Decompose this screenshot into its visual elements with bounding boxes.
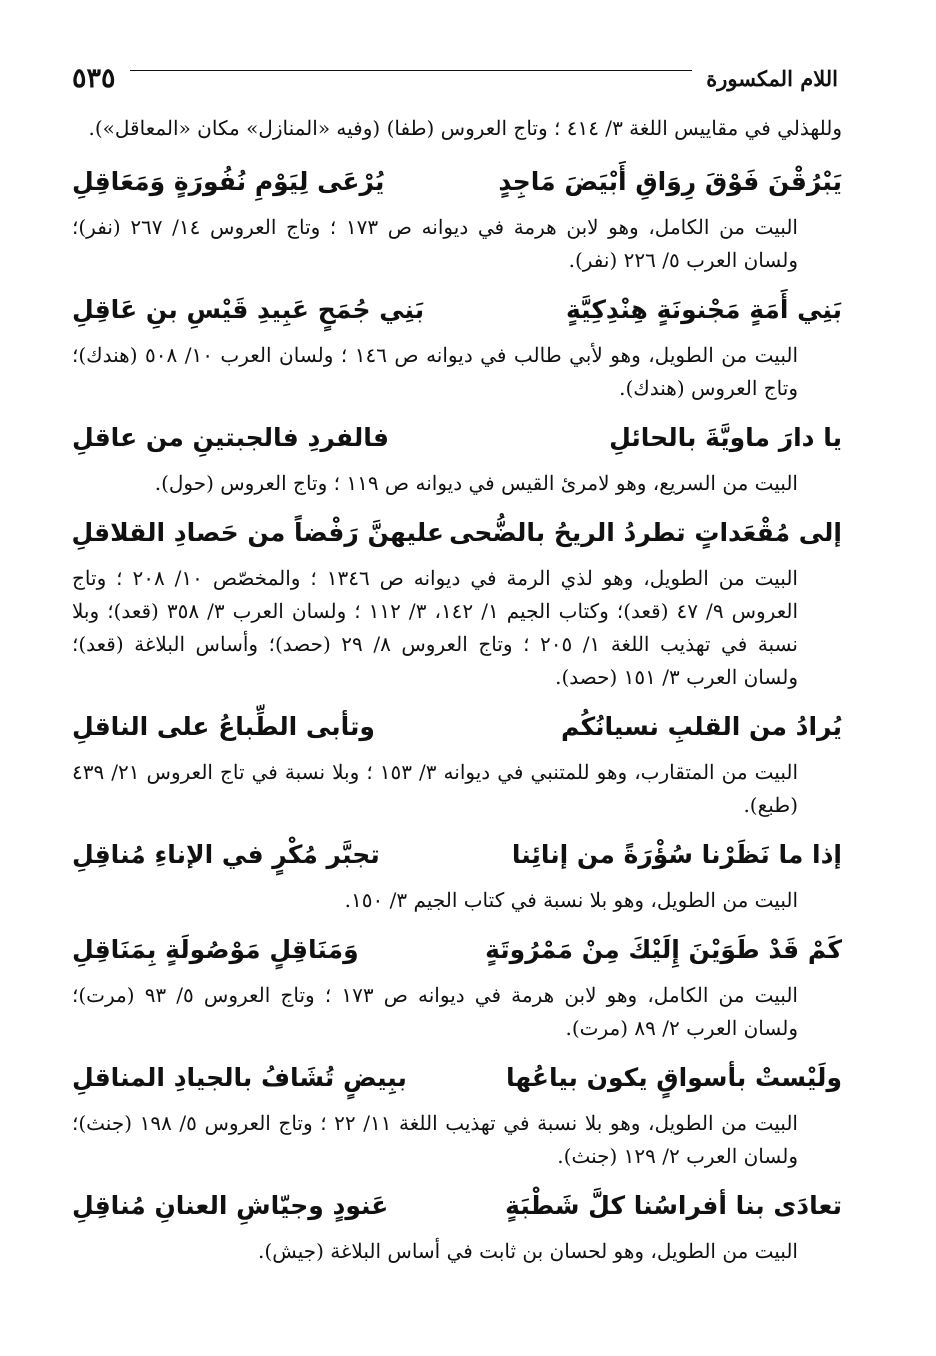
verse-note: البيت من الطويل، وهو لحسان بن ثابت في أساس البلاغة (جيش).	[258, 1239, 798, 1263]
first-hemistich: تعادَى بنا أفراسُنا كلَّ شَطْبَةٍ	[505, 1191, 842, 1220]
second-hemistich: عليهنَّ رَفْضاً من حَصادِ القلاقلِ	[71, 518, 444, 547]
verse-note: البيت من الكامل، وهو لابن هرمة في ديوانه ص ١٧٣ ؛ وتاج العروس ٥/ ٩٣ (مرت)؛ ولسان العرب ٢/ ٨٩ (مرت).	[72, 983, 798, 1040]
second-hemistich: فالفردِ فالجبتينِ من عاقلِ	[72, 423, 390, 452]
verse-line	[72, 153, 842, 211]
second-hemistich: وَمَنَاقِلٍ مَوْصُولَةٍ بِمَنَاقِلِ	[72, 935, 359, 964]
verse-note: البيت من الطويل، وهو لذي الرمة في ديوانه ص ١٣٤٦ ؛ والمخصّص ١٠/ ٢٠٨ ؛ وتاج العروس ٩/ ٤٧ (قعد)؛ وكتاب الجيم ١/ ١٤٢، ٣/ ١١٢ ؛ ولسان العرب ٣/ ٣٥٨ (قعد)؛ وبلا نسبة في تهذيب اللغة ١/ ٢٠٥ ؛ وتاج العروس ٨/ ٢٩ (حصد)؛ وأساس البلاغة (قعد)؛ ولسان العرب ٣/ ١٥١ (حصد).	[72, 566, 798, 689]
first-hemistich: يُرادُ من القلبِ نسيانُكُم	[561, 712, 842, 741]
first-hemistich: يا دارَ ماويَّةَ بالحائلِ	[609, 423, 842, 452]
verse-entry	[72, 153, 842, 277]
second-hemistich: بَنِي جُمَحٍ عَبِيدِ قَيْسِ بنِ عَاقِلِ	[72, 295, 425, 324]
first-hemistich: ولَيْستْ بأسواقٍ يكون بياعُها	[506, 1063, 842, 1092]
verse-entry	[72, 504, 842, 694]
verse-entry	[72, 281, 842, 405]
second-hemistich: وتأبى الطِّباعُ على الناقلِ	[72, 712, 375, 741]
verse-note: البيت من الطويل، وهو بلا نسبة في تهذيب اللغة ١١/ ٢٢ ؛ وتاج العروس ٥/ ١٩٨ (جنث)؛ ولسان العرب ٢/ ١٢٩ (جنث).	[72, 1111, 798, 1168]
verse-note: البيت من السريع، وهو لامرئ القيس في ديوانه ص ١١٩ ؛ وتاج العروس (حول).	[154, 471, 798, 495]
verse-line	[72, 504, 842, 562]
verse-note: البيت من الطويل، وهو بلا نسبة في كتاب الجيم ٣/ ١٥٠.	[344, 888, 798, 912]
second-hemistich: يُرْعَى لِيَوْمِ نُفُورَةٍ وَمَعَاقِلِ	[72, 167, 385, 196]
verse-note: البيت من الطويل، وهو لأبي طالب في ديوانه ص ١٤٦ ؛ ولسان العرب ١٠/ ٥٠٨ (هندك)؛ وتاج العروس (هندك).	[72, 343, 799, 400]
verse-line	[72, 409, 842, 467]
verse-entry	[72, 1177, 842, 1268]
second-hemistich: ببِيضٍ تُشَافُ بالجيادِ المناقلِ	[72, 1063, 407, 1092]
first-hemistich: يَبْرُقْنَ فَوْقَ رِوَاقِ أَبْيَضَ مَاجِدٍ	[498, 167, 842, 196]
verse-line	[72, 1049, 842, 1107]
header-rule	[130, 70, 693, 71]
verse-entry	[72, 1049, 842, 1173]
verse-entry	[72, 826, 842, 917]
running-head: اللام المكسورة	[706, 65, 838, 91]
first-hemistich: كَمْ قَدْ طَوَيْنَ إِلَيْكَ مِنْ مَمْرُوتَةٍ	[485, 935, 842, 964]
verse-entry	[72, 921, 842, 1045]
second-hemistich: تجبَّر مُكْرٍ في الإناءِ مُناقِلِ	[72, 840, 380, 869]
first-hemistich: إذا ما نَظَرْنا سُؤْرَةً من إنائِنا	[511, 840, 842, 869]
intro-note: وللهذلي في مقاييس اللغة ٣/ ٤١٤ ؛ وتاج العروس (طفا) (وفيه «المنازل» مكان «المعاقل»).	[88, 116, 842, 140]
verse-line	[72, 826, 842, 884]
verse-entry	[72, 698, 842, 822]
verse-line	[72, 921, 842, 979]
verse-note: البيت من المتقارب، وهو للمتنبي في ديوانه ٣/ ١٥٣ ؛ وبلا نسبة في تاج العروس ٢١/ ٤٣٩ (طبع).	[72, 760, 799, 817]
verse-line	[72, 1177, 842, 1235]
second-hemistich: عَنودٍ وجيّاشِ العنانِ مُناقِلِ	[72, 1191, 389, 1220]
page-number: ٥٣٥	[72, 62, 116, 94]
verse-entry	[72, 409, 842, 500]
verse-note: البيت من الكامل، وهو لابن هرمة في ديوانه ص ١٧٣ ؛ وتاج العروس ١٤/ ٢٦٧ (نفر)؛ ولسان العرب ٥/ ٢٢٦ (نفر).	[72, 215, 798, 272]
verse-line	[72, 281, 842, 339]
first-hemistich: بَنِي أَمَةٍ مَجْنونَةٍ هِنْدِكِيَّةٍ	[565, 295, 842, 324]
page-content	[72, 112, 842, 1272]
first-hemistich: إلى مُقْعَداتٍ تطردُ الريحُ بالضُّحى	[449, 518, 842, 547]
verse-line	[72, 698, 842, 756]
page-header	[72, 56, 838, 100]
